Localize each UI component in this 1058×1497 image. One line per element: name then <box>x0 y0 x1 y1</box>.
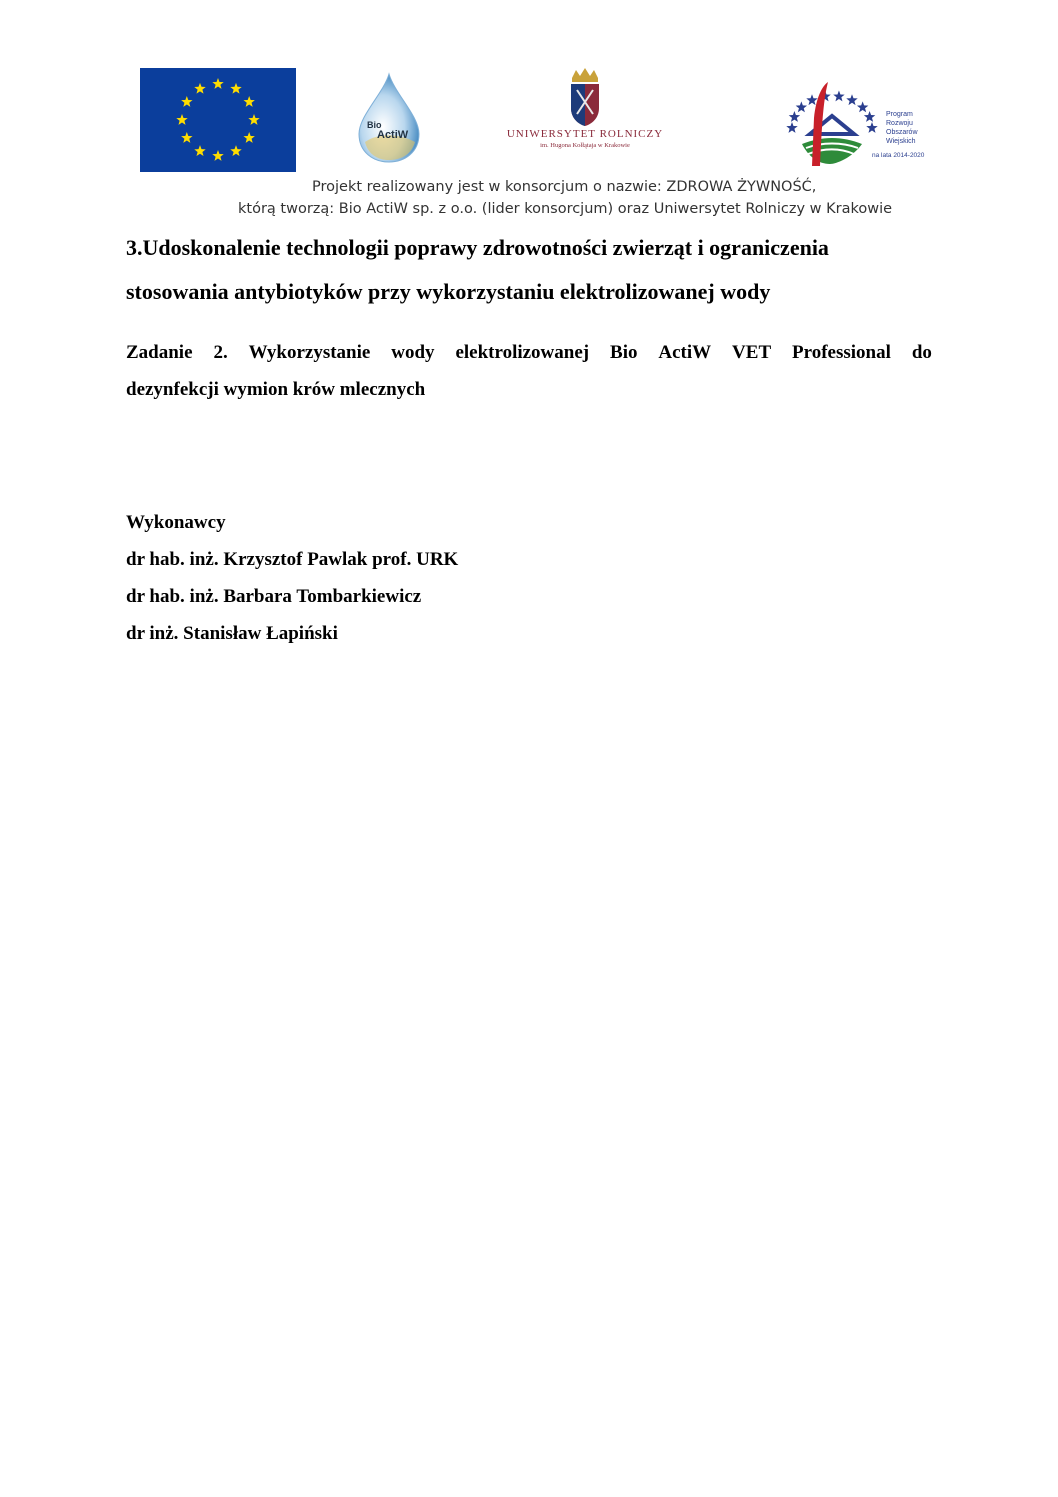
water-drop-icon <box>355 72 423 164</box>
prow-emblem-icon <box>782 78 882 168</box>
prow-star-icon <box>786 122 797 133</box>
urk-name: UNIWERSYTET ROLNICZY <box>506 128 664 140</box>
prow-star-icon <box>864 111 875 122</box>
document-title <box>126 226 932 314</box>
prow-star-icon <box>833 90 844 101</box>
task-word: Wykorzystanie <box>248 342 371 363</box>
author-name: dr hab. inż. Barbara Tombarkiewicz <box>126 586 422 607</box>
prow-star-icon <box>846 94 857 105</box>
authors-heading: Wykonawcy <box>126 512 226 533</box>
logo-bar <box>0 0 1058 180</box>
task-line-1 <box>126 334 932 371</box>
task-word: wody <box>391 342 435 363</box>
prow-star-icon <box>866 122 877 133</box>
prow-star-icon <box>857 101 868 112</box>
task-word: Zadanie <box>126 342 193 363</box>
eu-flag-icon <box>140 68 296 172</box>
prow-star-icon <box>806 94 817 105</box>
urk-logo <box>500 68 670 154</box>
consortium-line-1: Projekt realizowany jest w konsorcjum o nazwie: ZDROWA ŻYWNOŚĆ, <box>312 179 817 195</box>
urk-subtitle: im. Hugona Kołłątaja w Krakowie <box>540 142 630 149</box>
prow-star-icon <box>789 111 800 122</box>
task-word: do <box>911 342 932 363</box>
prow-star-icon <box>796 101 807 112</box>
authors-section <box>126 504 458 652</box>
task-heading <box>126 334 932 408</box>
bio-actiw-logo <box>355 72 423 164</box>
task-word: ActiW <box>658 342 712 363</box>
svg-text:Bio: Bio <box>367 120 382 130</box>
prow-years: na lata 2014-2020 <box>872 152 925 159</box>
title-line-2: stosowania antybiotyków przy wykorzystaniu elektrolizowanej wody <box>126 279 771 304</box>
prow-program-text: Program Rozwoju Obszarów Wiejskich <box>886 111 918 145</box>
author-name: dr hab. inż. Krzysztof Pawlak prof. URK <box>126 549 459 570</box>
task-word: elektrolizowanej <box>455 342 590 363</box>
task-word: 2. <box>213 342 228 363</box>
title-line-1: 3.Udoskonalenie technologii poprawy zdrowotności zwierząt i ograniczenia <box>126 235 829 260</box>
prow-logo <box>782 78 932 168</box>
university-crest-icon <box>568 68 602 126</box>
consortium-line-2: którą tworzą: Bio ActiW sp. z o.o. (lider konsorcjum) oraz Uniwersytet Rolniczy w Krakowie <box>238 201 893 217</box>
task-line-2: dezynfekcji wymion krów mlecznych <box>126 379 426 400</box>
svg-text:ActiW: ActiW <box>377 129 409 141</box>
task-word: VET <box>732 342 772 363</box>
task-word: Bio <box>610 342 638 363</box>
task-word: Professional <box>792 342 891 363</box>
author-name: dr inż. Stanisław Łapiński <box>126 623 338 644</box>
